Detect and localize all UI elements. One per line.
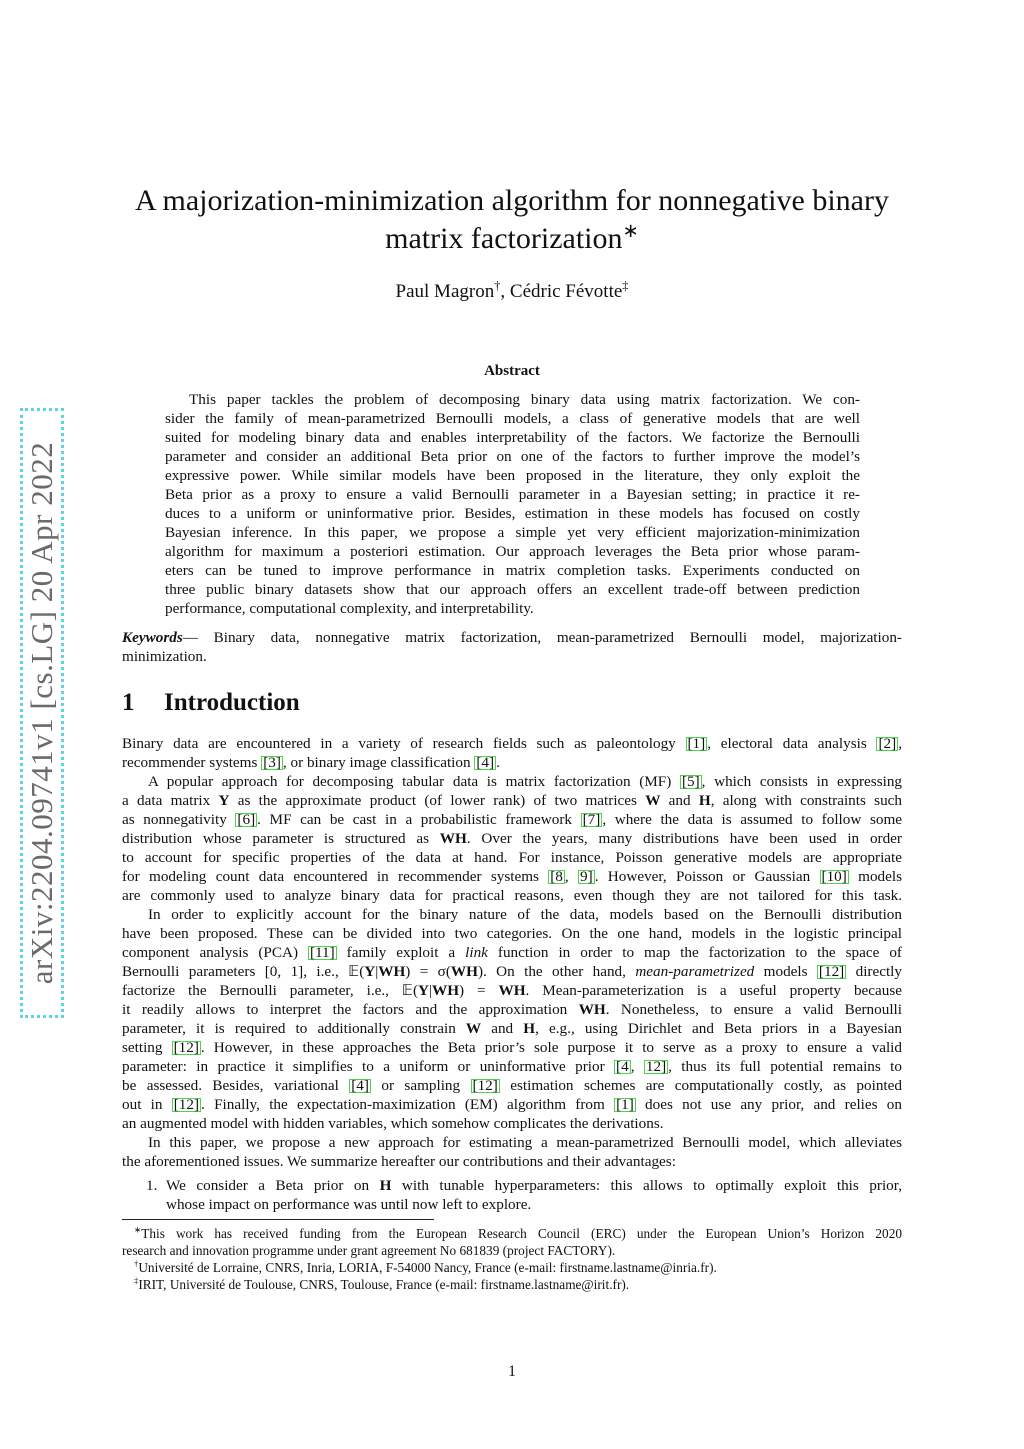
citation-link[interactable]: [12] [818, 963, 845, 980]
citation-link[interactable]: [6] [237, 811, 256, 828]
citation-link[interactable]: [1] [687, 735, 706, 752]
body-line: to account for specific properties of the data at hand. For instance, Poisson generative models are appropriate [122, 849, 902, 866]
keywords-label: Keywords [122, 629, 183, 646]
footnote-line: †Université de Lorraine, CNRS, Inria, LORIA, F-54000 Nancy, France (e-mail: firstname.lastname@inria.fr). [134, 1258, 717, 1275]
arxiv-stamp [20, 408, 64, 1018]
body-line: it readily allows to interpret the factors and the approximation WH. Nonetheless, to ensure a valid Bernoulli [122, 1001, 902, 1018]
footnote-mark: ‡ [134, 1275, 139, 1286]
list-item-number: 1. [146, 1177, 158, 1194]
abstract-line: sider the family of mean-parametrized Bernoulli models, a class of generative models that are well [165, 410, 860, 427]
body-line: distribution whose parameter is structured as WH. Over the years, many distributions have been used in order [122, 830, 902, 847]
body-line: be assessed. Besides, variational [4] or sampling [12] estimation schemes are computationally costly, as pointed [122, 1077, 902, 1094]
body-line: component analysis (PCA) [11] family exploit a link function in order to map the factorization to the space of [122, 944, 902, 961]
footnote-mark: ∗ [134, 1224, 142, 1235]
list-item-line: We consider a Beta prior on H with tunable hyperparameters: this allows to optimally exploit this prior, [166, 1177, 902, 1194]
page-number: 1 [508, 1363, 516, 1380]
body-line: parameter: in practice it simplifies to a uniform or uninformative prior [4 , 12] , thus its full potential remains to [122, 1058, 902, 1075]
citation-link[interactable]: [2] [878, 735, 897, 752]
abstract-heading: Abstract [484, 363, 540, 379]
citation-link[interactable]: [11] [309, 944, 335, 961]
body-line: recommender systems [3] , or binary image classification [4] . [122, 754, 500, 771]
citation-link[interactable]: [7] [582, 811, 601, 828]
citation-link[interactable]: 9] [580, 868, 593, 885]
body-line: setting [12] . However, in these approaches the Beta prior’s sole purpose it to serve as a proxy to ensure a valid [122, 1039, 902, 1056]
footnote-divider [122, 1219, 434, 1220]
abstract-line: This paper tackles the problem of decomposing binary data using matrix factorization. We con- [189, 391, 860, 408]
body-line: as nonnegativity [6] . MF can be cast in a probabilistic framework [7] , where the data is assumed to follow some [122, 811, 902, 828]
citation-link[interactable]: 12] [645, 1058, 667, 1075]
footnote-line: ∗This work has received funding from the European Research Council (ERC) under the European Union’s Horizon 2020 [134, 1224, 902, 1241]
abstract-line: duces to a uniform or uninformative prior. Besides, estimation in these models has focused on costly [165, 505, 860, 522]
body-line: Bernoulli parameters [0, 1], i.e., 𝔼(Y|WH) = σ(WH). On the other hand, mean-parametrized models [12] directly [122, 963, 902, 980]
body-line: parameter, it is required to additionally constrain W and H, e.g., using Dirichlet and Beta priors in a Bayesian [122, 1020, 902, 1037]
section-title: Introduction [164, 689, 300, 716]
author-separator: , [500, 281, 510, 302]
author-name: Cédric Févotte [509, 281, 623, 302]
body-line: Binary data are encountered in a variety of research fields such as paleontology [1] , electoral data analysis [2] , [122, 735, 902, 752]
citation-link[interactable]: [3] [263, 754, 281, 771]
keywords-text: Binary data, nonnegative matrix factorization, mean-parametrized Bernoulli model, majorization- [197, 629, 902, 646]
abstract-line: expressive power. While similar models have been proposed in the literature, they only exploit the [165, 467, 860, 484]
author-name: Paul Magron [395, 281, 495, 302]
abstract-line: parameter and consider an additional Beta prior on one of the factors to further improve the model’s [165, 448, 860, 465]
abstract-line: three public binary datasets show that our approach offers an excellent trade-off between prediction [165, 581, 860, 598]
paper-title [122, 182, 902, 258]
citation-link[interactable]: [12] [173, 1096, 200, 1113]
title-line-1: A majorization-minimization algorithm for nonnegative binary [135, 184, 889, 217]
body-line: out in [12] . Finally, the expectation-maximization (EM) algorithm from [1] does not use any prior, and relies on [122, 1096, 902, 1113]
body-line: a data matrix Y as the approximate product (of lower rank) of two matrices W and H, along with constraints such [122, 792, 902, 809]
citation-link[interactable]: [4] [476, 754, 495, 771]
abstract-line: eters can be tuned to improve performance in matrix completion tasks. Experiments conducted on [165, 562, 860, 579]
author-list [122, 278, 902, 303]
footnote-line: ‡IRIT, Université de Toulouse, CNRS, Toulouse, France (e-mail: firstname.lastname@irit.fr). [134, 1275, 630, 1292]
abstract-line: performance, computational complexity, and interpretability. [165, 600, 534, 617]
body-line: are commonly used to analyze binary data for practical reasons, even though they are not tailored for this task. [122, 887, 902, 904]
keywords-line: minimization. [122, 648, 207, 665]
citation-link[interactable]: [10] [821, 868, 847, 885]
list-item-line: whose impact on performance was until now left to explore. [166, 1196, 532, 1213]
citation-link[interactable]: [8 [550, 868, 563, 885]
body-line: In this paper, we propose a new approach for estimating a mean-parametrized Bernoulli model, which alleviates [148, 1134, 902, 1151]
footnote-mark: † [134, 1258, 139, 1269]
keywords-line [122, 628, 902, 647]
keywords-dash: — [182, 629, 198, 646]
section-heading [122, 689, 300, 717]
abstract-line: Beta prior as a proxy to ensure a valid Bernoulli parameter in a Bayesian setting; in practice it re- [165, 486, 860, 503]
title-line-2-text: matrix factorization [385, 222, 623, 255]
citation-link[interactable]: [4] [351, 1077, 369, 1094]
body-line: In order to explicitly account for the binary nature of the data, models based on the Bernoulli distribution [148, 906, 902, 923]
section-number: 1 [122, 689, 135, 716]
footnote-line: research and innovation programme under grant agreement No 681839 (project FACTORY). [122, 1243, 616, 1258]
citation-link[interactable]: [4 [616, 1058, 629, 1075]
title-line-2 [122, 220, 902, 258]
body-line: A popular approach for decomposing tabular data is matrix factorization (MF) [5] , which consists in expressing [148, 773, 903, 790]
citation-link[interactable]: [12] [173, 1039, 199, 1056]
author-affiliation-mark: ‡ [622, 278, 629, 293]
body-line: factorize the Bernoulli parameter, i.e., 𝔼(Y|WH) = WH. Mean-parameterization is a useful property because [122, 982, 903, 999]
citation-link[interactable]: [5] [681, 773, 700, 790]
author-affiliation-mark: † [494, 278, 501, 293]
citation-link[interactable]: [1] [616, 1096, 634, 1113]
body-line: an augmented model with hidden variables, which somehow complicates the derivations. [122, 1115, 664, 1132]
abstract-line: Bayesian inference. In this paper, we propose a simple yet very efficient majorization-minimization [165, 524, 860, 541]
citation-link[interactable]: [12] [472, 1077, 498, 1094]
title-footnote-mark: ∗ [622, 221, 639, 242]
abstract-line: algorithm for maximum a posteriori estimation. Our approach leverages the Beta prior whose param- [165, 543, 860, 560]
body-line: the aforementioned issues. We summarize hereafter our contributions and their advantages: [122, 1153, 676, 1170]
arxiv-identifier: arXiv:2204.09741v1 [cs.LG] 20 Apr 2022 [24, 441, 59, 985]
abstract-line: suited for modeling binary data and enables interpretability of the factors. We factorize the Bernoulli [165, 429, 860, 446]
body-line: have been proposed. These can be divided into two categories. On the one hand, models in the logistic principal [122, 925, 902, 942]
body-line: for modeling count data encountered in recommender systems [8 , 9] . However, Poisson or Gaussian [10] models [122, 868, 903, 885]
